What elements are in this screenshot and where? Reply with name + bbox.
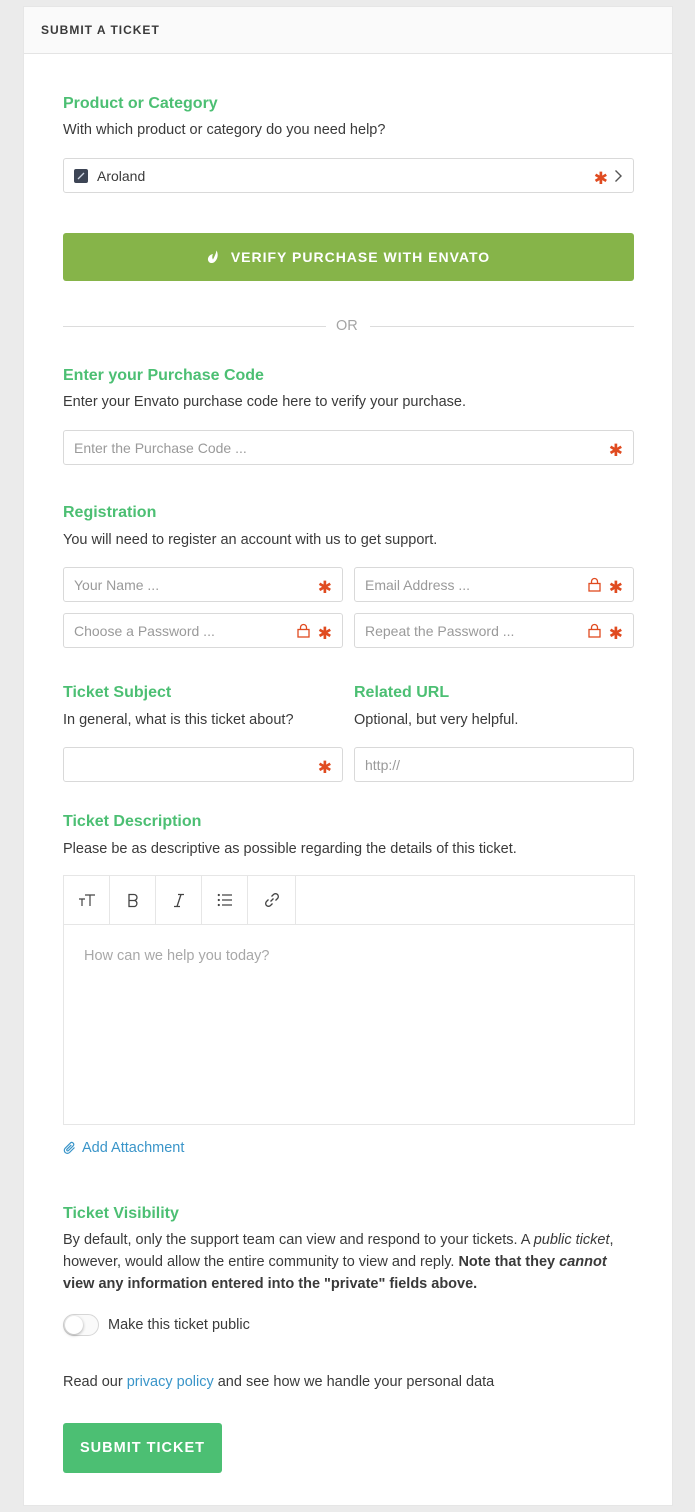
verify-envato-button[interactable] [63,233,634,281]
add-attachment-label: Add Attachment [82,1140,185,1156]
public-ticket-toggle[interactable] [63,1314,99,1336]
product-section-title: Product or Category [63,95,218,112]
divider-right [370,326,634,327]
italic-icon[interactable] [156,876,202,924]
description-section-title: Ticket Description [63,813,202,830]
toggle-knob [65,1316,83,1334]
email-placeholder: Email Address ... [365,576,471,593]
product-icon [74,169,88,183]
required-icon: ✱ [317,578,332,597]
purchase-section-title: Enter your Purchase Code [63,367,264,384]
submit-ticket-card [23,6,673,1506]
required-icon: ✱ [317,758,332,777]
required-icon: ✱ [608,578,623,597]
related-url-placeholder: http:// [365,756,401,773]
password-input[interactable] [63,613,343,648]
description-editor[interactable] [63,875,635,1125]
envato-leaf-icon [207,250,219,264]
verify-envato-label: VERIFY PURCHASE WITH ENVATO [230,249,491,265]
or-divider-label: OR [336,318,358,334]
purchase-section-desc: Enter your Envato purchase code here to verify your purchase. [63,394,466,410]
lock-icon [588,623,601,638]
text-size-icon[interactable] [64,876,110,924]
list-icon[interactable] [202,876,248,924]
card-header [24,7,672,54]
name-placeholder: Your Name ... [74,576,160,593]
purchase-code-placeholder: Enter the Purchase Code ... [74,439,247,456]
submit-ticket-button[interactable] [63,1423,222,1473]
page-title: SUBMIT A TICKET [41,23,160,37]
required-icon: ✱ [608,624,623,643]
submit-ticket-label: SUBMIT TICKET [80,1440,205,1456]
visibility-note-2: view any information entered into the "private" fields above. [63,1276,478,1292]
privacy-notice [63,1374,494,1390]
privacy-policy-link[interactable]: privacy policy [126,1374,214,1390]
visibility-public-ticket: public ticket [533,1232,610,1248]
divider-left [63,326,326,327]
lock-icon [297,623,310,638]
privacy-prefix: Read our [63,1374,127,1390]
visibility-note-cannot: cannot [559,1254,607,1270]
link-icon[interactable] [248,876,296,924]
privacy-suffix: and see how we handle your personal data [213,1374,495,1390]
required-icon: ✱ [608,441,623,460]
visibility-description [63,1229,623,1295]
add-attachment-link[interactable] [63,1140,184,1156]
purchase-code-input[interactable] [63,430,634,465]
chevron-right-icon [614,169,623,183]
email-input[interactable] [354,567,634,602]
related-url-section-desc: Optional, but very helpful. [354,712,519,728]
name-input[interactable] [63,567,343,602]
editor-toolbar [64,876,634,925]
paperclip-icon [63,1141,77,1156]
repeat-password-input[interactable] [354,613,634,648]
visibility-note-1: Note that they [458,1254,560,1270]
required-icon: ✱ [593,169,608,188]
related-url-section-title: Related URL [354,684,450,701]
visibility-text-1: By default, only the support team can view and respond to your tickets. A [63,1232,534,1248]
product-select[interactable] [63,158,634,193]
required-icon: ✱ [317,624,332,643]
subject-section-desc: In general, what is this ticket about? [63,712,294,728]
subject-section-title: Ticket Subject [63,684,172,701]
product-selected-value: Aroland [97,167,146,184]
registration-section-title: Registration [63,504,157,521]
description-placeholder: How can we help you today? [84,948,270,964]
registration-section-desc: You will need to register an account with us to get support. [63,532,438,548]
product-section-desc: With which product or category do you need help? [63,122,386,138]
related-url-input[interactable] [354,747,634,782]
password-placeholder: Choose a Password ... [74,622,215,639]
lock-icon [588,577,601,592]
visibility-text-2: , however, would allow the entire community to view and reply. [63,1232,614,1270]
subject-input[interactable] [63,747,343,782]
public-ticket-toggle-label: Make this ticket public [108,1317,250,1333]
bold-icon[interactable] [110,876,156,924]
repeat-password-placeholder: Repeat the Password ... [365,622,515,639]
visibility-section-title: Ticket Visibility [63,1205,179,1222]
description-section-desc: Please be as descriptive as possible regarding the details of this ticket. [63,841,517,857]
